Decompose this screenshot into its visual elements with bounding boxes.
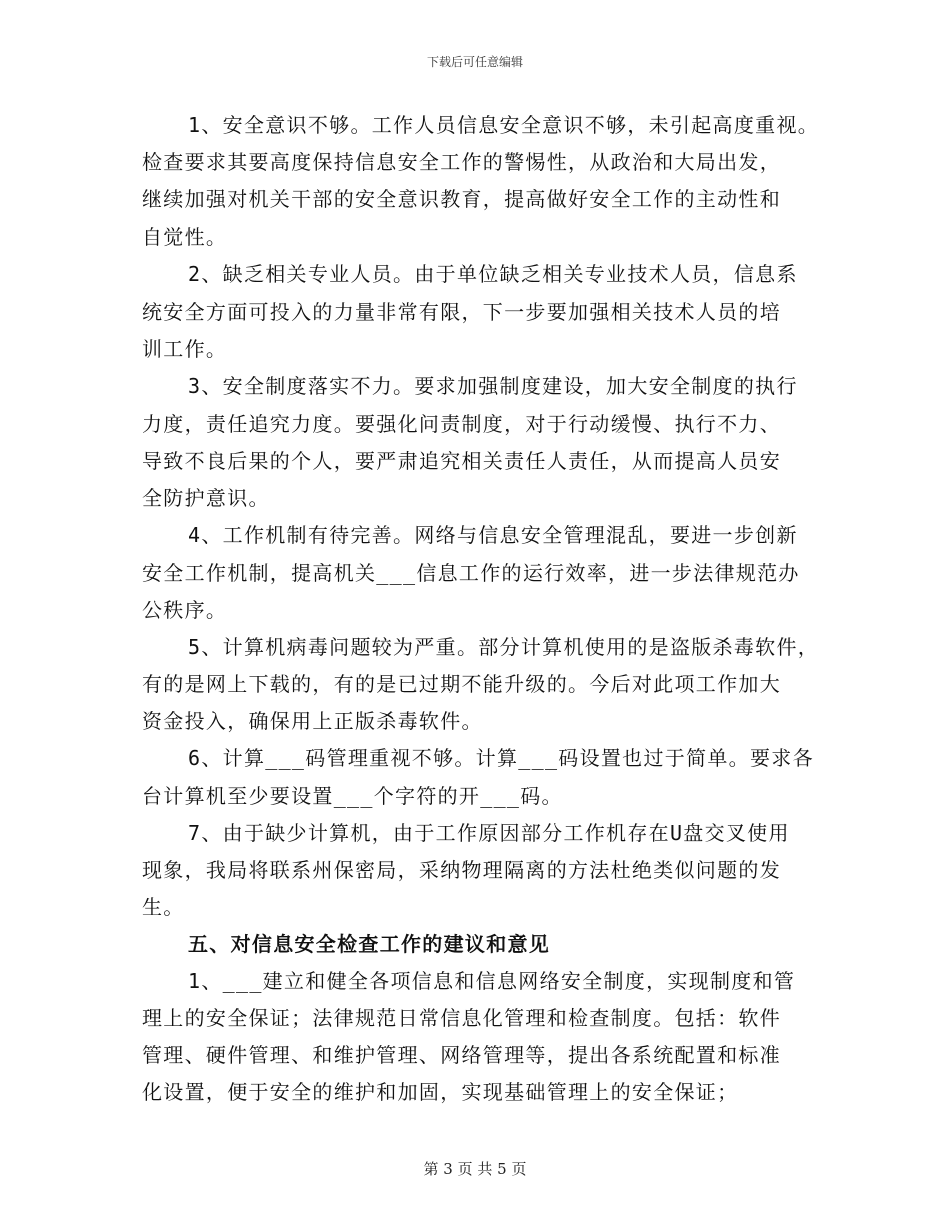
text-line: 安全工作机制，提高机关___信息工作的运行效率，进一步法律规范办 <box>142 561 800 585</box>
section-heading: 五、对信息安全检查工作的建议和意见 <box>188 932 551 956</box>
text-line: 现象，我局将联系州保密局，采纳物理隔离的方法杜绝类似问题的发 <box>142 858 781 882</box>
text-line: 1、___建立和健全各项信息和信息网络安全制度，实现制度和管 <box>188 969 796 993</box>
text-line: 台计算机至少要设置___个字符的开___码。 <box>142 784 563 808</box>
text-line: 资金投入，确保用上正版杀毒软件。 <box>142 709 483 733</box>
text-line: 训工作。 <box>142 337 228 361</box>
text-line: 管理、硬件管理、和维护管理、网络管理等，提出各系统配置和标准 <box>142 1043 781 1067</box>
text-line: 2、缺乏相关专业人员。由于单位缺乏相关专业技术人员，信息系 <box>188 262 798 286</box>
text-line: 3、安全制度落实不力。要求加强制度建设，加大安全制度的执行 <box>188 374 798 398</box>
text-line: 6、计算___码管理重视不够。计算___码设置也过于简单。要求各 <box>188 746 814 770</box>
text-line: 公秩序。 <box>142 598 228 622</box>
text-line: 自觉性。 <box>142 225 228 249</box>
text-line: 导致不良后果的个人，要严肃追究相关责任人责任，从而提高人员安 <box>142 449 781 473</box>
text-line: 化设置，便于安全的维护和加固，实现基础管理上的安全保证； <box>142 1080 739 1104</box>
page-number: 第 3 页 共 5 页 <box>423 1160 527 1178</box>
text-line: 7、由于缺少计算机，由于工作原因部分工作机存在U盘交叉使用 <box>188 821 790 845</box>
text-line: 1、安全意识不够。工作人员信息安全意识不够，未引起高度重视。 <box>188 113 820 137</box>
text-line: 统安全方面可投入的力量非常有限，下一步要加强相关技术人员的培 <box>142 300 781 324</box>
text-line: 力度，责任追究力度。要强化问责制度，对于行动缓慢、执行不力、 <box>142 412 781 436</box>
page-header: 下载后可任意编辑 <box>426 55 523 69</box>
text-line: 5、计算机病毒问题较为严重。部分计算机使用的是盗版杀毒软件， <box>188 635 820 659</box>
text-line: 有的是网上下载的，有的是已过期不能升级的。今后对此项工作加大 <box>142 672 781 696</box>
text-line: 4、工作机制有待完善。网络与信息安全管理混乱，要进一步创新 <box>188 523 798 547</box>
text-line: 检查要求其要高度保持信息安全工作的警惕性，从政治和大局出发， <box>142 150 781 174</box>
text-line: 全防护意识。 <box>142 486 270 510</box>
text-line: 继续加强对机关干部的安全意识教育，提高做好安全工作的主动性和 <box>142 187 781 211</box>
text-line: 生。 <box>142 895 185 919</box>
text-line: 理上的安全保证；法律规范日常信息化管理和检查制度。包括：软件 <box>142 1006 781 1030</box>
